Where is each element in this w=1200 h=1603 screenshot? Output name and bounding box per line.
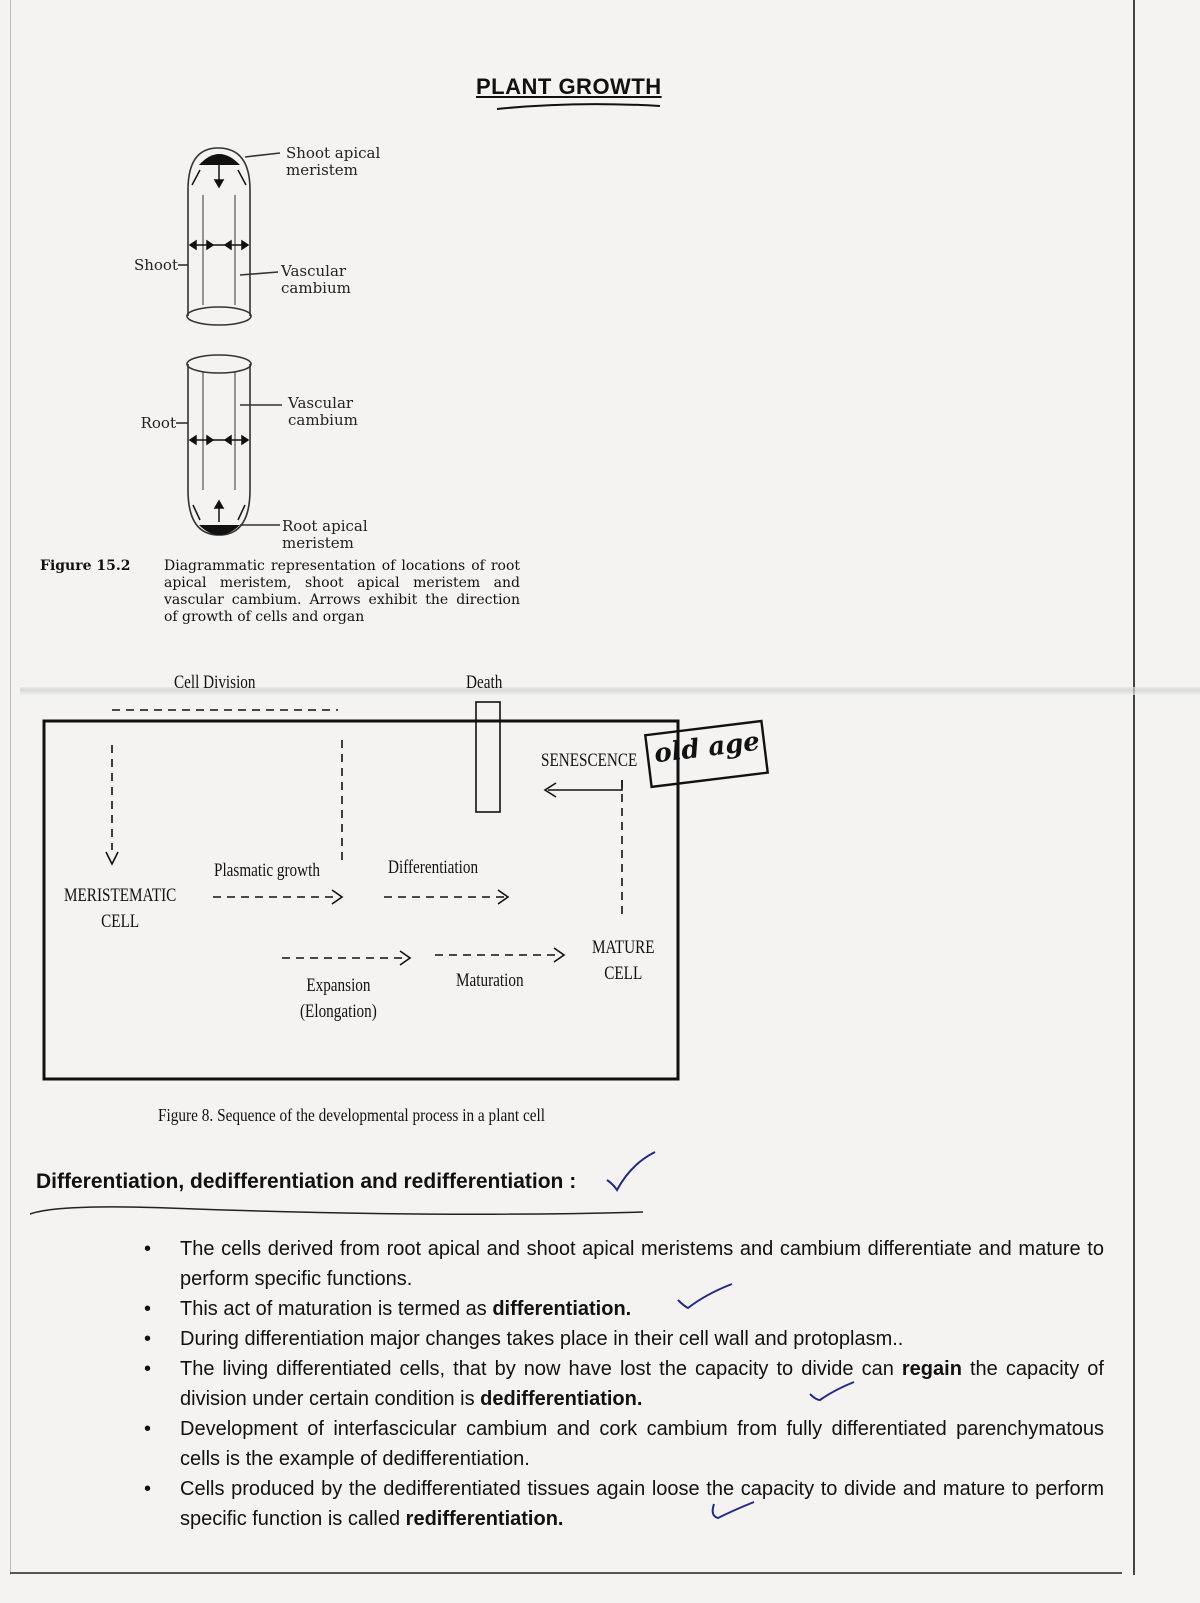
label-root-apical-meristem: Root apical meristem — [282, 517, 368, 552]
label-shoot: Shoot — [133, 256, 178, 274]
label-meristematic-cell: MERISTEMATIC CELL — [64, 885, 177, 932]
pen-tick-mark — [708, 1500, 756, 1526]
label-vascular-cambium-root: Vascular cambium — [288, 394, 358, 429]
pen-tick-mark — [808, 1378, 858, 1404]
label-mature-cell: MATURE CELL — [592, 937, 655, 984]
figure-8-caption: Figure 8. Sequence of the developmental process in a plant cell — [158, 1105, 546, 1125]
label-maturation: Maturation — [456, 970, 524, 991]
label-differentiation: Differentiation — [388, 857, 479, 878]
list-item: • This act of maturation is termed as differentiation. — [144, 1298, 632, 1320]
label-expansion: Expansion (Elongation) — [300, 975, 377, 1022]
figure-15-2-caption-text: Diagrammatic representation of locations of root apical meristem, shoot apical meristem and vascular cambium. Arrows exhibit the direction of growth of cells and organ — [164, 558, 520, 625]
heading-pen-underline — [28, 1200, 648, 1220]
label-senescence: SENESCENCE — [541, 750, 638, 771]
list-item: • The cells derived from root apical and shoot apical meristems and cambium differentiate and mature to perform specific functions. — [144, 1238, 1104, 1290]
pen-tick-mark — [603, 1150, 658, 1195]
list-item: • Cells produced by the dedifferentiated tissues again loose the capacity to divide and mature to perform specific function is called redifferentiation. — [144, 1478, 1104, 1530]
handwritten-old-age-note: old age — [652, 726, 762, 770]
label-root: Root — [140, 414, 176, 432]
page-edge-bottom — [10, 1572, 1122, 1574]
list-item: • Development of interfascicular cambium and cork cambium from fully differentiated parenchymatous cells is the example of dedifferentiation. — [144, 1418, 1104, 1470]
bullet-list — [144, 1234, 1104, 1534]
label-vascular-cambium-shoot: Vascular cambium — [281, 262, 351, 297]
label-death: Death — [466, 672, 503, 693]
label-cell-division: Cell Division — [174, 672, 256, 693]
list-item: • The living differentiated cells, that by now have lost the capacity to divide can regain the capacity of division under certain condition is dedifferentiation. — [144, 1358, 1104, 1410]
list-item: • During differentiation major changes takes place in their cell wall and protoplasm.. — [144, 1328, 904, 1350]
figure-15-2-number: Figure 15.2 — [40, 558, 131, 574]
figure-8-diagram — [0, 0, 800, 1100]
label-plasmatic-growth: Plasmatic growth — [214, 860, 320, 881]
death-bar — [476, 702, 500, 812]
page-title: PLANT GROWTH — [476, 74, 662, 99]
section-heading: Differentiation, dedifferentiation and redifferentiation : — [36, 1170, 577, 1193]
pen-tick-mark — [676, 1282, 736, 1312]
page-edge-right — [1133, 0, 1135, 1575]
label-shoot-apical-meristem: Shoot apical meristem — [286, 144, 381, 179]
